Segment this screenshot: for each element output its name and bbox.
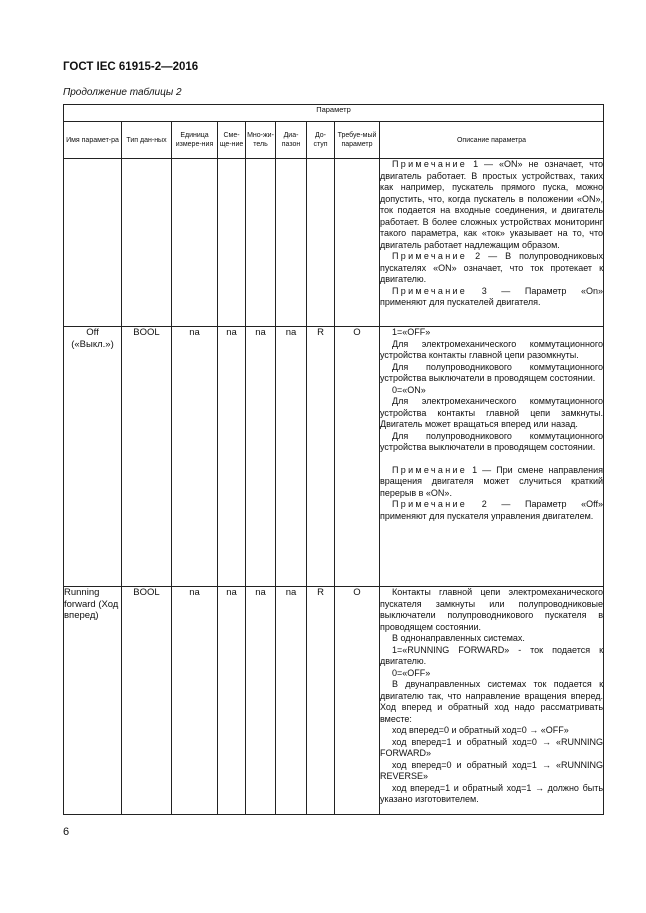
table-row: [64, 159, 604, 327]
param-multiplier: na: [246, 587, 276, 815]
param-range: na: [276, 327, 307, 587]
group-header: Параметр: [64, 105, 604, 122]
column-header: Сме-ще-ние: [218, 122, 246, 159]
note-label: Примечание: [392, 251, 468, 261]
param-type: BOOL: [122, 587, 172, 815]
param-required: O: [335, 327, 380, 587]
param-required: O: [335, 587, 380, 815]
description-line: 0=«OFF»: [392, 667, 431, 678]
param-offset: na: [218, 587, 246, 815]
param-multiplier: na: [246, 327, 276, 587]
description-cell: [380, 159, 604, 327]
column-header: До-ступ: [307, 122, 335, 159]
param-offset: na: [218, 327, 246, 587]
param-range: na: [276, 587, 307, 815]
description-line: В однонаправленных системах.: [392, 633, 525, 643]
param-type: BOOL: [122, 327, 172, 587]
description-line: Для полупроводникового коммутационного устройства выключатели в проводящем состоянии.: [380, 430, 604, 452]
page-number: 6: [63, 826, 70, 838]
description-line: Для электромеханического коммутационного устройства контакты главной цепи замкнуты. Двигатель может вращаться вперед или назад.: [380, 396, 604, 429]
param-name: Running forward (Ход вперед): [64, 587, 122, 815]
table-row: [64, 327, 604, 587]
column-header: Мно-жи-тель: [246, 122, 276, 159]
column-header: Описание параметра: [380, 122, 604, 159]
column-header: Имя парамет-ра: [64, 122, 122, 159]
description-line: Контакты главной цепи электромеханического пускателя замкнуты или полупроводниковые выключатели полупроводникового пускателя в проводящем состоянии.: [380, 587, 604, 632]
param-name: Off («Выкл.»): [64, 327, 122, 587]
description-line: Для полупроводникового коммутационного устройства выключатели в проводящем состоянии.: [380, 361, 604, 383]
description-line: 0=«ON»: [392, 384, 426, 395]
column-header-row: [64, 122, 604, 159]
note-text: 2 — В полупроводниковых пускателях «ON» означает, что ток протекает к двигателю.: [380, 251, 604, 284]
note-text: 3 — Параметр «On» применяют для пускателей двигателя.: [380, 285, 604, 307]
description-cell: [380, 327, 604, 587]
column-header: Единица измере-ния: [172, 122, 218, 159]
parameter-table: [63, 104, 604, 815]
description-line: ход вперед=1 и обратный ход=0 → «RUNNING FORWARD»: [380, 736, 604, 758]
table-row: [64, 587, 604, 815]
param-unit: na: [172, 587, 218, 815]
note-label: Примечание: [392, 464, 468, 475]
note-label: Примечание: [392, 285, 468, 296]
description-line: ход вперед=1 и обратный ход=1 → должно быть указано изготовителем.: [380, 782, 604, 804]
note-label: Примечание: [392, 499, 468, 509]
column-header: Требуе-мый параметр: [335, 122, 380, 159]
note-text: 1 — При смене направления вращения двигателя может случиться краткий перерыв в «ON».: [380, 464, 604, 498]
description-line: ход вперед=0 и обратный ход=1 → «RUNNING REVERSE»: [380, 759, 604, 781]
param-access: R: [307, 327, 335, 587]
description-line: ход вперед=0 и обратный ход=0 → «OFF»: [392, 725, 569, 735]
param-unit: na: [172, 327, 218, 587]
column-header: Диа-пазон: [276, 122, 307, 159]
note-text: 2 — Параметр «Off» применяют для пускателя управления двигателем.: [380, 499, 604, 521]
note-label: Примечание: [392, 159, 468, 169]
param-access: R: [307, 587, 335, 815]
note-text: 1 — «ON» не означает, что двигатель работает. В простых устройствах, таких как например, пускатель прямого пуска, можно допустить, что, когда пускатель в положении «ON», ток подается на входные соединения, и двигатель работает. В более сложных устройствах мониторинг такого параметра, как «ток» указывает на то, что двигатель работает надлежащим образом.: [380, 159, 604, 250]
description-cell: [380, 587, 604, 815]
table-continuation-caption: Продолжение таблицы 2: [63, 87, 182, 98]
document-title: ГОСТ IEC 61915-2—2016: [63, 61, 199, 73]
description-line: 1=«OFF»: [392, 327, 431, 337]
description-line: Для электромеханического коммутационного устройства контакты главной цепи разомкнуты.: [380, 338, 604, 360]
column-header: Тип дан-ных: [122, 122, 172, 159]
description-line: В двунаправленных системах ток подается к двигателю так, что направление вращения вперед. Ход вперед и обратный ход надо рассматривать вместе:: [380, 679, 604, 724]
description-line: 1=«RUNNING FORWARD» - ток подается к двигателю.: [380, 644, 604, 666]
